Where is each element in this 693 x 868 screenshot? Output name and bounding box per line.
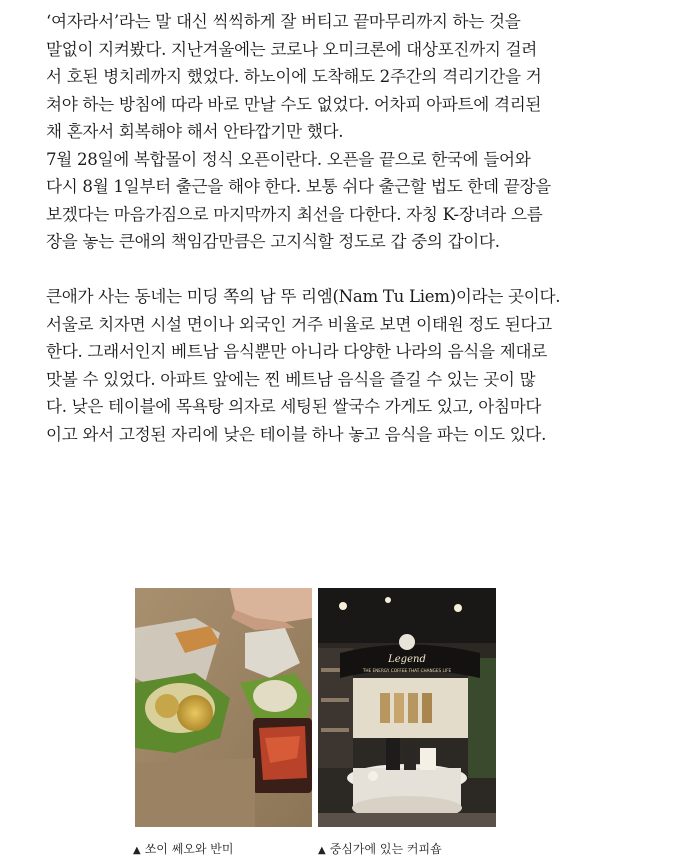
- text-line: 다시 8월 1일부터 출근을 해야 한다. 보통 쉬다 출근할 법도 한데 끝장을: [46, 177, 551, 196]
- article-body: [46, 8, 646, 448]
- coffee-shop-image: [318, 588, 496, 827]
- text-line: 장을 놓는 큰애의 책임감만큼은 고지식할 정도로 갑 중의 갑이다.: [46, 232, 500, 251]
- text-line: 쳐야 하는 방침에 따라 바로 만날 수도 없었다. 어차피 아파트에 격리된: [46, 94, 542, 114]
- caption-text: 중심가에 있는 커피숍: [329, 842, 442, 856]
- paragraph-gap: [46, 256, 646, 284]
- text-line: 한다. 그래서인지 베트남 음식뿐만 아니라 다양한 나라의 음식을 제대로: [46, 342, 547, 361]
- caption-food: [133, 840, 233, 857]
- text-line: 채 혼자서 회복해야 해서 안타깝기만 했다.: [46, 122, 344, 141]
- text-line: 이고 와서 고정된 자리에 낮은 테이블 하나 놓고 음식을 파는 이도 있다.: [46, 424, 547, 444]
- sign-tagline: THE ENERGY COFFEE THAT CHANGES LIFE: [362, 668, 452, 673]
- food-photo-image: [135, 588, 312, 827]
- paragraph-1: [46, 8, 646, 256]
- triangle-marker-icon: ▲: [133, 845, 141, 856]
- text-line: 맛볼 수 있었다. 아파트 앞에는 찐 베트남 음식을 즐길 수 있는 곳이 많: [46, 369, 536, 389]
- text-line: 서 호된 병치레까지 했었다. 하노이에 도착해도 2주간의 격리기간을 거: [46, 67, 542, 86]
- text-line: 서울로 치자면 시설 면이나 외국인 거주 비율로 보면 이태원 정도 된다고: [46, 314, 552, 334]
- text-line: ‘여자라서’라는 말 대신 씩씩하게 잘 버티고 끝마무리까지 하는 것을: [46, 12, 521, 31]
- text-line: 보겠다는 마음가짐으로 마지막까지 최선을 다한다. 자칭 K-장녀라 으름: [46, 204, 543, 224]
- caption-coffee-shop: [318, 840, 442, 857]
- text-line: 큰애가 사는 동네는 미딩 쪽의 남 뚜 리엠(Nam Tu Liem)이라는 곳이다.: [46, 287, 561, 306]
- photo-food: [135, 588, 312, 827]
- paragraph-2: [46, 283, 646, 448]
- triangle-marker-icon: ▲: [318, 845, 326, 856]
- text-line: 다. 낮은 테이블에 목욕탕 의자로 세팅된 쌀국수 가게도 있고, 아침마다: [46, 397, 542, 416]
- sign-brand: Legend: [388, 654, 426, 665]
- caption-text: 쏘이 쎄오와 반미: [144, 842, 234, 856]
- text-line: 말없이 지켜봤다. 지난겨울에는 코로나 오미크론에 대상포진까지 걸려: [46, 39, 537, 59]
- photo-coffee-shop: [318, 588, 496, 827]
- text-line: 7월 28일에 복합몰이 정식 오픈이란다. 오픈을 끝으로 한국에 들어와: [46, 149, 531, 169]
